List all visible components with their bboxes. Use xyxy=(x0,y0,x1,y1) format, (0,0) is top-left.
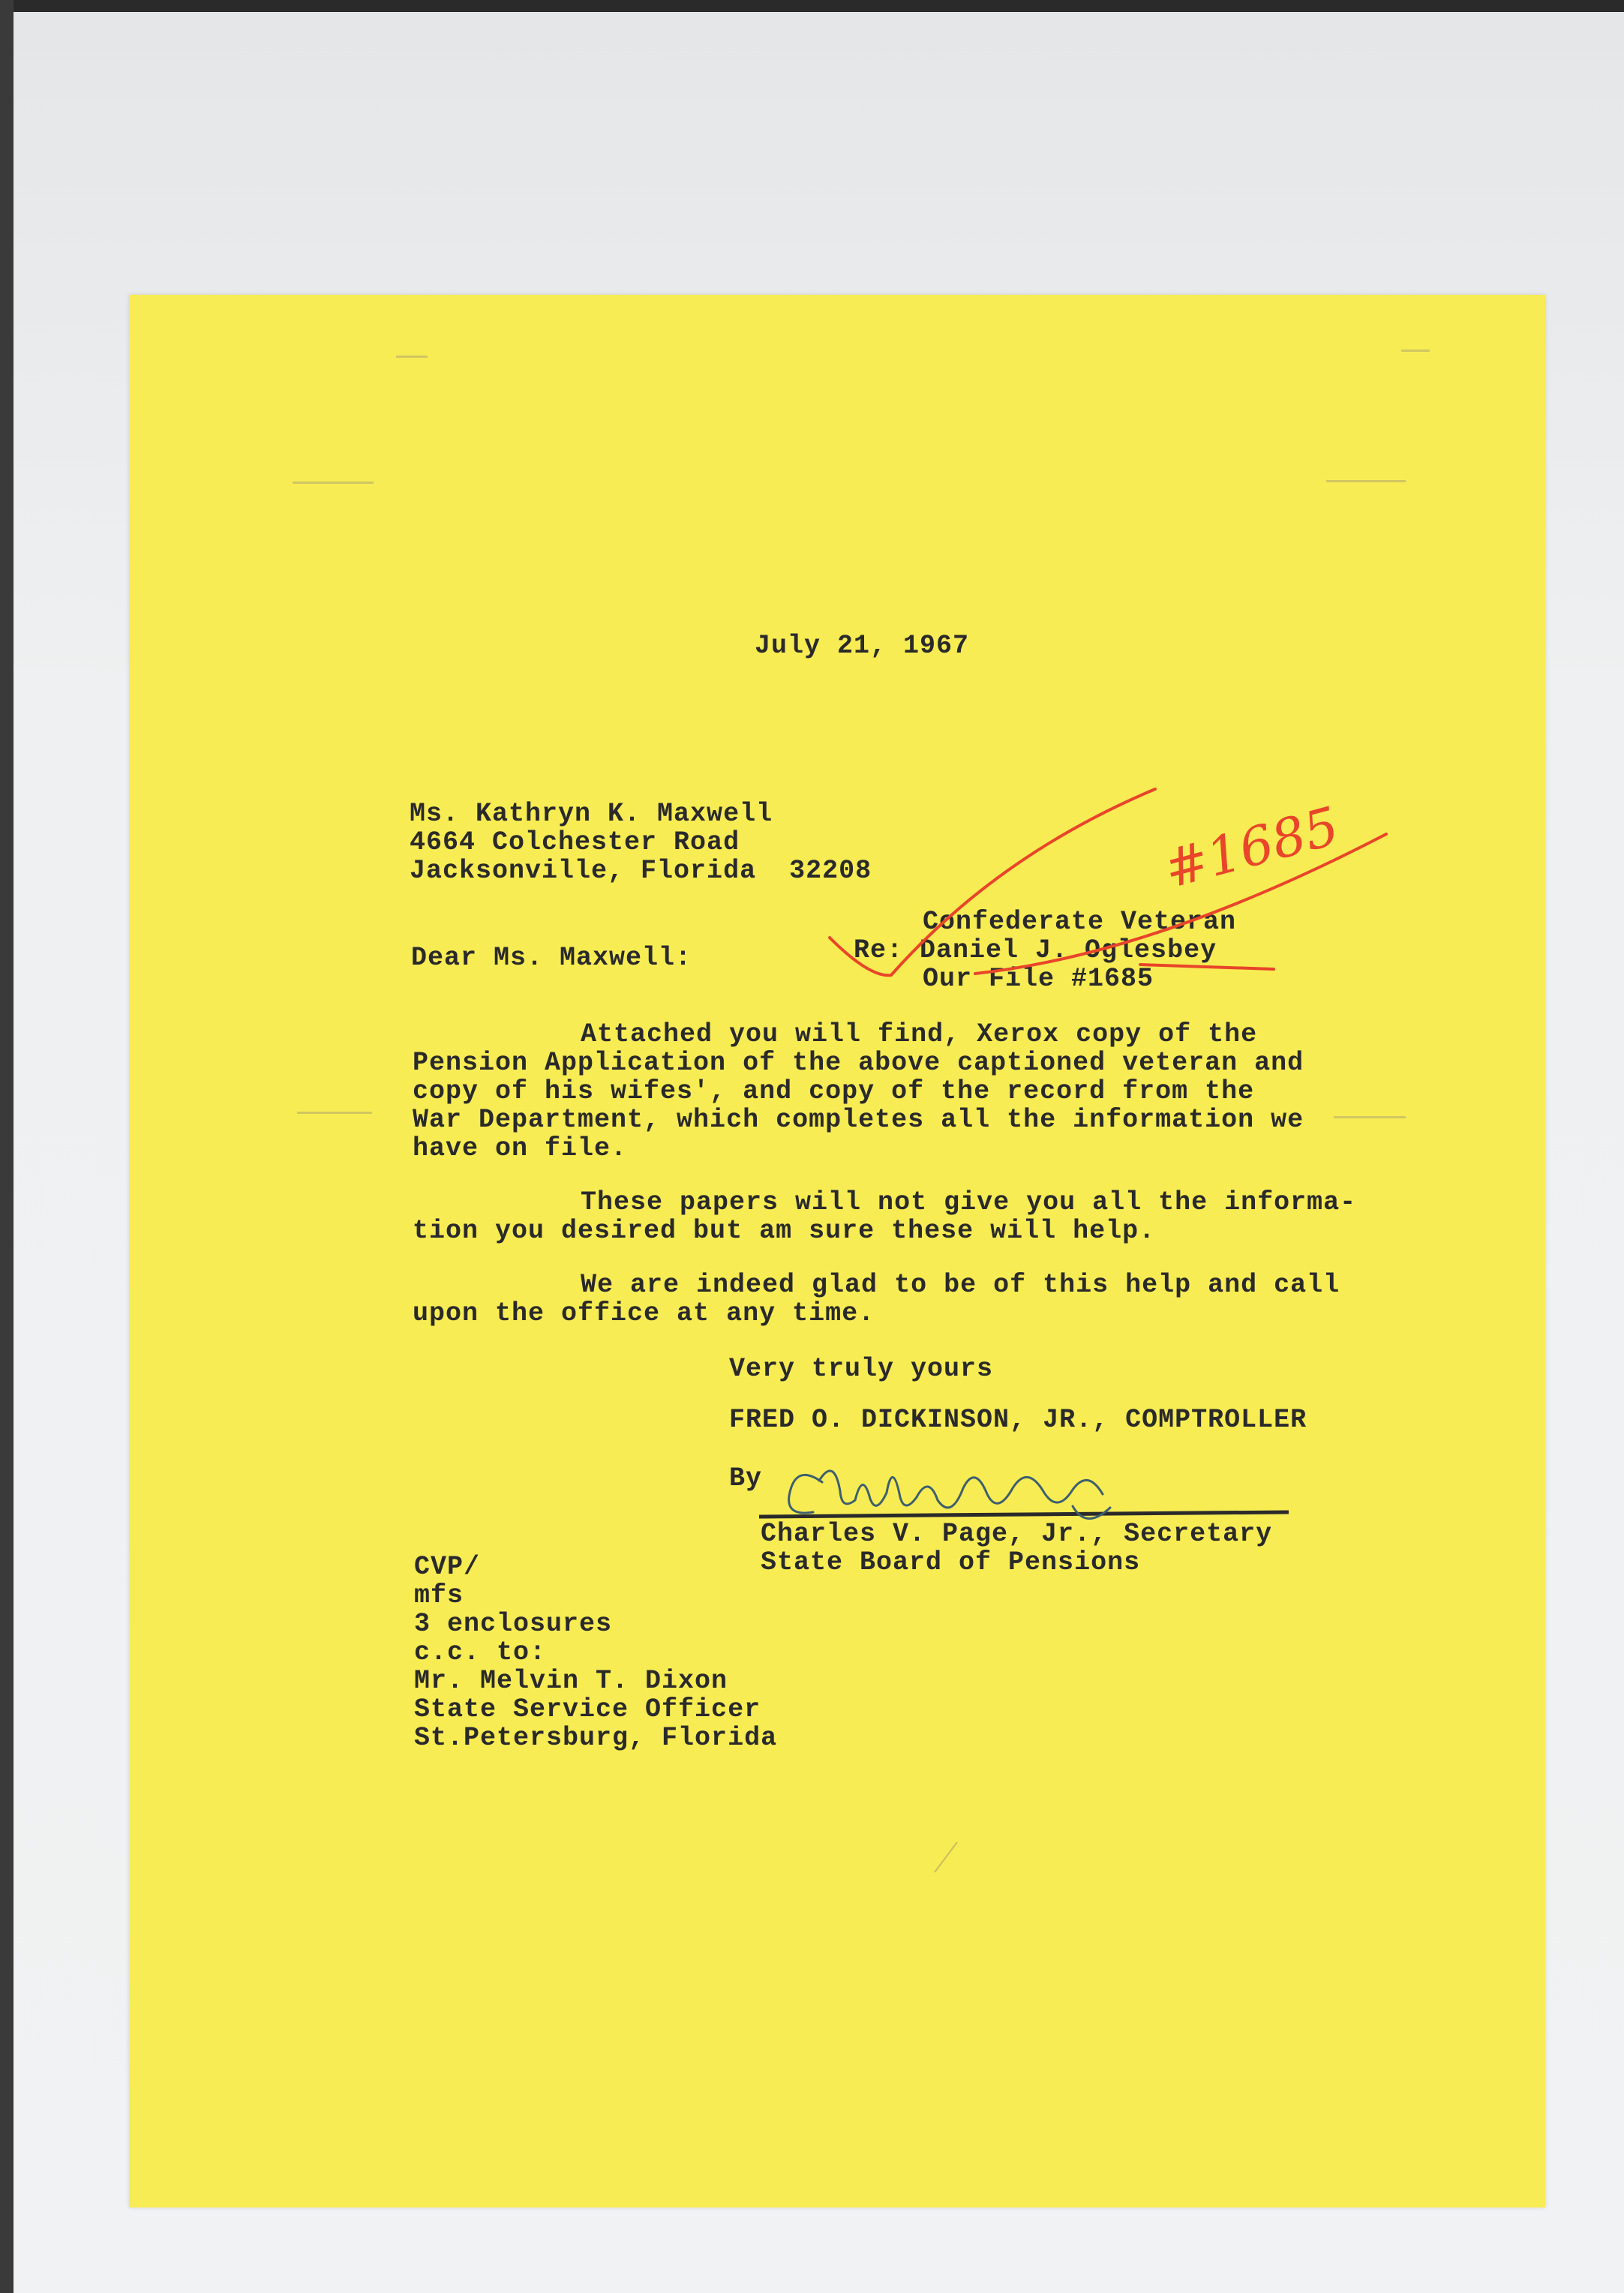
signer-title: State Board of Pensions xyxy=(761,1547,1141,1577)
recipient-city: Jacksonville, Florida 32208 xyxy=(410,856,872,886)
body-paragraph-1: copy of his wifes', and copy of the record from the xyxy=(413,1076,1255,1106)
signature-line xyxy=(759,1512,1289,1517)
by-label: By xyxy=(729,1463,763,1493)
cc-title: State Service Officer xyxy=(414,1694,761,1724)
closing: Very truly yours xyxy=(729,1354,994,1384)
paper-mark xyxy=(935,1842,957,1872)
reference-subject: Confederate Veteran xyxy=(923,907,1237,937)
body-paragraph-3: We are indeed glad to be of this help and call xyxy=(581,1270,1340,1300)
signer-name: Charles V. Page, Jr., Secretary xyxy=(761,1519,1273,1549)
salutation: Dear Ms. Maxwell: xyxy=(411,943,692,973)
sender-org: FRED O. DICKINSON, JR., COMPTROLLER xyxy=(729,1405,1307,1435)
body-paragraph-1: War Department, which completes all the information we xyxy=(413,1105,1304,1135)
cc-city: St.Petersburg, Florida xyxy=(414,1723,778,1753)
letter-date: July 21, 1967 xyxy=(755,631,970,661)
body-paragraph-2: These papers will not give you all the informa- xyxy=(581,1187,1357,1217)
body-paragraph-3: upon the office at any time. xyxy=(413,1298,875,1328)
reference-file: Our File #1685 xyxy=(923,964,1154,994)
recipient-street: 4664 Colchester Road xyxy=(410,827,740,857)
cc-name: Mr. Melvin T. Dixon xyxy=(414,1666,728,1696)
reference-name: Re: Daniel J. Oglesbey xyxy=(854,935,1217,965)
body-paragraph-1: have on file. xyxy=(413,1133,628,1163)
cc-label: c.c. to: xyxy=(414,1637,547,1667)
body-paragraph-1: Attached you will find, Xerox copy of the xyxy=(581,1019,1258,1049)
body-paragraph-1: Pension Application of the above captioned veteran and xyxy=(413,1048,1304,1078)
initials: CVP/ xyxy=(414,1552,481,1582)
recipient-name: Ms. Kathryn K. Maxwell xyxy=(410,799,773,829)
handwritten-file-number: #1685 xyxy=(1157,794,1346,901)
body-paragraph-2: tion you desired but am sure these will help. xyxy=(413,1216,1156,1246)
typist-initials: mfs xyxy=(414,1580,464,1610)
red-tail-mark xyxy=(1140,965,1274,969)
handwritten-signature xyxy=(789,1471,1110,1519)
enclosures-note: 3 enclosures xyxy=(414,1609,613,1639)
